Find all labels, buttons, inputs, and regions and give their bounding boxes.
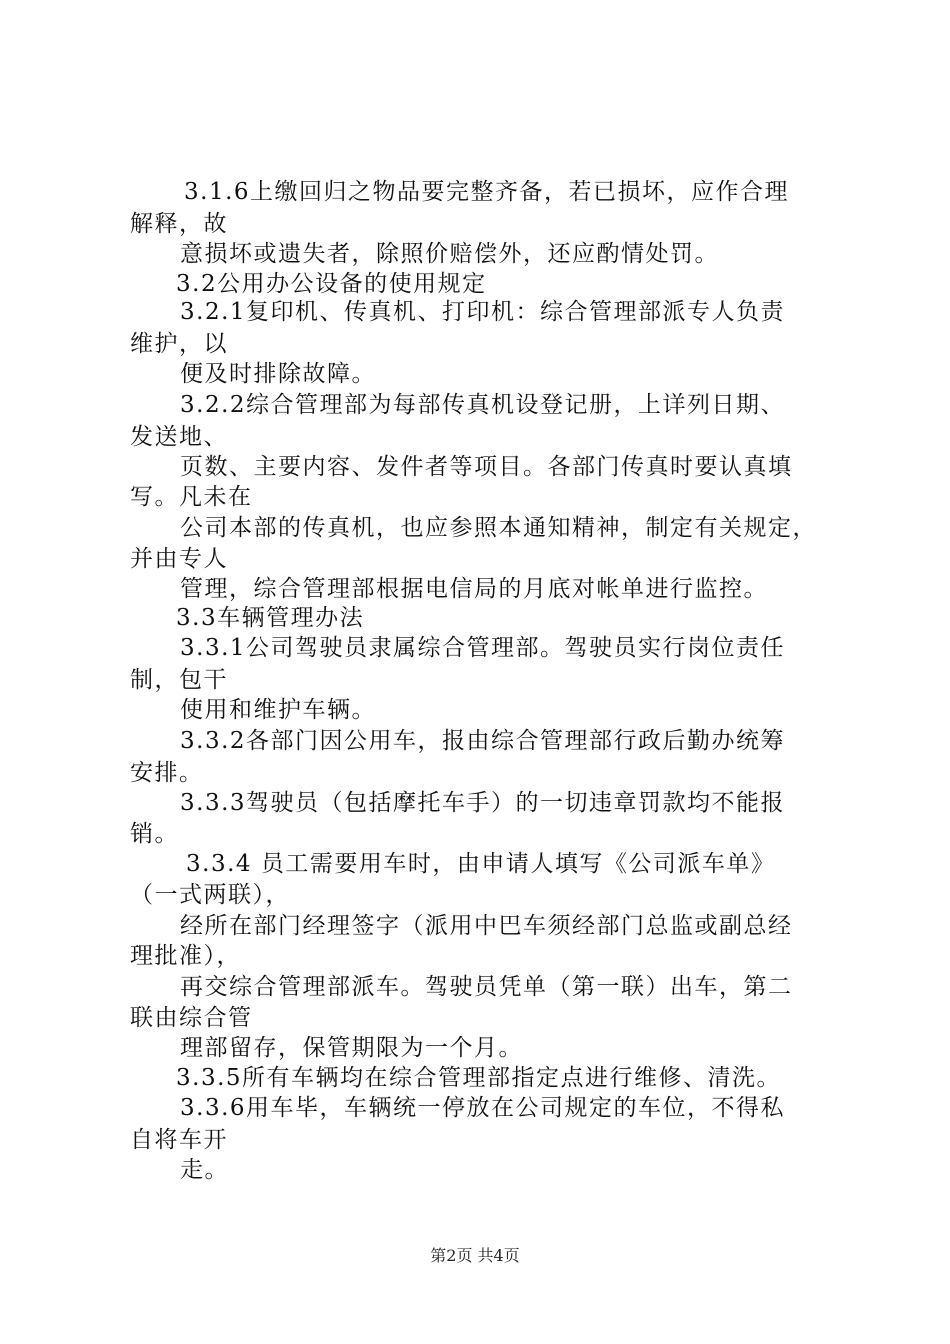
text-line: 3.3.6用车毕，车辆统一停放在公司规定的车位，不得私: [180, 1095, 786, 1121]
text-line: 理批准），: [130, 943, 241, 969]
text-line: 3.2公用办公设备的使用规定: [176, 271, 487, 297]
text-line: 3.3.3驾驶员（包括摩托车手）的一切违章罚款均不能报: [180, 790, 786, 816]
text-line: 页数、主要内容、发件者等项目。各部门传真时要认真填: [180, 454, 793, 480]
text-line: 销。: [130, 821, 179, 847]
text-line: 安排。: [130, 760, 204, 786]
text-line: 公司本部的传真机，也应参照本通知精神，制定有关规定，: [180, 515, 817, 541]
text-line: 解释，故: [130, 211, 228, 237]
text-line: 发送地、: [130, 424, 228, 450]
text-line: 自将车开: [130, 1127, 228, 1153]
text-line: 便及时排除故障。: [180, 361, 376, 387]
text-line: 管理，综合管理部根据电信局的月底对帐单进行监控。: [180, 576, 768, 602]
text-line: 3.3.2各部门因公用车，报由综合管理部行政后勤办统筹: [180, 728, 786, 754]
text-line: 使用和维护车辆。: [180, 697, 376, 723]
text-line: 并由专人: [130, 546, 228, 572]
text-line: 走。: [180, 1157, 229, 1183]
text-line: 3.1.6上缴回归之物品要完整齐备，若已损坏，应作合理: [184, 179, 790, 205]
text-line: 3.3.5所有车辆均在综合管理部指定点进行维修、清洗。: [176, 1065, 782, 1091]
text-line: （一式两联），: [130, 882, 290, 908]
text-line: 写。凡未在: [130, 484, 253, 510]
text-line: 经所在部门经理签字（派用中巴车须经部门总监或副总经: [180, 913, 793, 939]
text-line: 维护，以: [130, 331, 228, 357]
text-line: 3.2.2综合管理部为每部传真机设登记册，上详列日期、: [180, 392, 786, 418]
text-line: 3.3.4 员工需要用车时，由申请人填写《公司派车单》: [186, 851, 776, 877]
text-line: 3.2.1复印机、传真机、打印机：综合管理部派专人负责: [180, 299, 786, 325]
page-number-footer: 第2页 共4页: [430, 1246, 520, 1265]
text-line: 意损坏或遗失者，除照价赔偿外，还应酌情处罚。: [180, 241, 719, 267]
text-line: 再交综合管理部派车。驾驶员凭单（第一联）出车，第二: [180, 974, 793, 1000]
text-line: 制，包干: [130, 667, 228, 693]
text-line: 联由综合管: [130, 1005, 253, 1031]
text-line: 3.3车辆管理办法: [176, 605, 365, 631]
text-line: 理部留存，保管期限为一个月。: [180, 1035, 523, 1061]
text-line: 3.3.1公司驾驶员隶属综合管理部。驾驶员实行岗位责任: [180, 635, 786, 661]
